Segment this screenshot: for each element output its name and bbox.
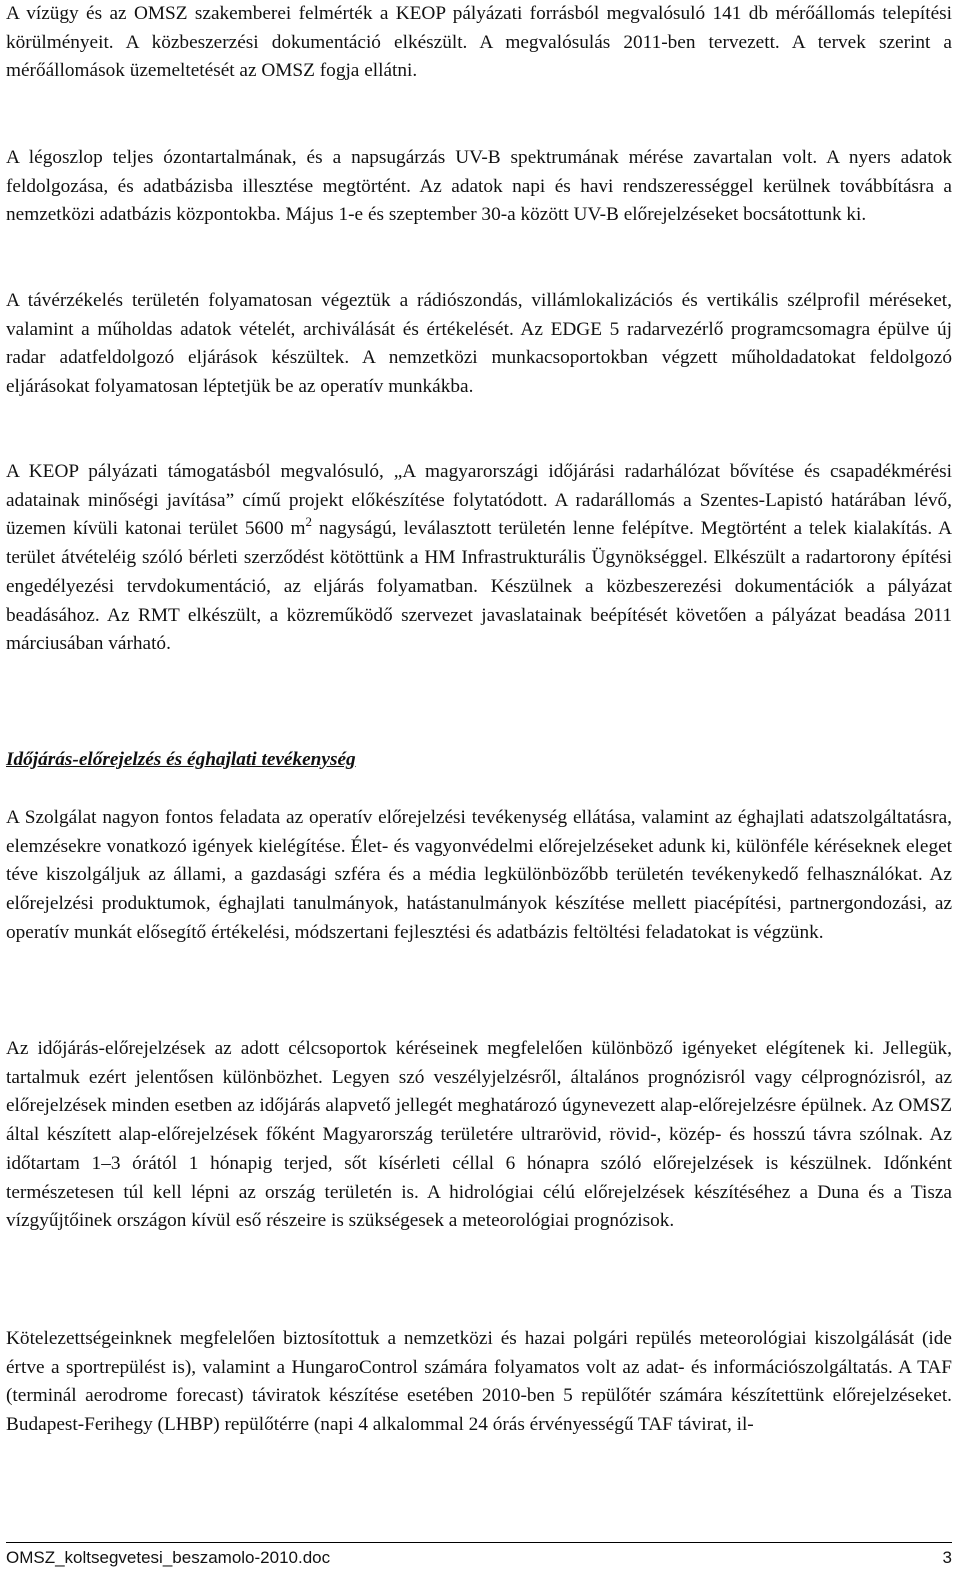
radar-text-part-1: A KEOP pályázati támogatásból megvalósuló, „A magyarországi időjárási radarhálózat bővítése és csapadékmérési adatainak minőségi javítása” című projekt előkészítése folytatódott. A radarállomás a Szentes-Lapistó határában lévő, üzemen kívüli katonai terület 5600 m [6,461,952,540]
paragraph-aviation: Kötelezettségeinknek megfelelően biztosítottuk a nemzetközi és hazai polgári repülés meteorológiai kiszolgálását (ide értve a sportrepülést is), valamint a HungaroControl számára folyamatos volt az adat- és információszolgáltatás. A TAF (terminál aerodrome forecast) táviratok készítése esetében 2010-ben 5 repülőtér számára készítettünk előrejelzéseket. Budapest-Ferihegy (LHBP) repülőtérre (napi 4 alkalommal 24 órás érvényességű TAF távirat, il- [6,1328,952,1436]
paragraph-measurement-stations: A vízügy és az OMSZ szakemberei felmérték a KEOP pályázati forrásból megvalósuló 141 db mérőállomás telepítési körülményeit. A közbeszerzési dokumentáció elkészült. A megvalósulás 2011-ben tervezett. A tervek szerint a mérőállomások üzemeltetését az OMSZ fogja ellátni. [6,3,952,82]
footer-page-number: 3 [942,1548,952,1567]
section-heading-forecast: Időjárás-előrejelzés és éghajlati tevékenység [6,749,356,770]
paragraph-remote-sensing: A távérzékelés területén folyamatosan végeztük a rádiószondás, villámlokalizációs és vertikális szélprofil méréseket, valamint a műholdas adatok vételét, archiválását és értékelését. Az EDGE 5 radarvezérlő programcsomagra épülve új radar adatfeldolgozó eljárások készültek. A nemzetközi munkacsoportokban végzett műholdadatokat feldolgozó eljárásokat folyamatosan léptetjük be az operatív munkákba. [6,290,952,398]
footer-document-name: OMSZ_koltsegvetesi_beszamolo-2010.doc [6,1548,331,1567]
footer-divider [6,1542,952,1543]
radar-text-part-2: nagyságú, leválasztott területén lenne felépítve. Megtörtént a telek kialakítás. A terület átvételéig szóló bérleti szerződést kötöttünk a HM Infrastrukturális Ügynökséggel. Elkészült a radartorony építési engedélyezési tervdokumentáció, az eljárás folyamatban. Készülnek a közbeszerezési dokumentációk a pályázat beadásához. Az RMT elkészült, a közreműködő szervezet javaslatainak beépítését követően a pályázat beadása 2011 márciusában várható. [6,518,953,655]
paragraph-forecast-types: Az időjárás-előrejelzések az adott célcsoportok kéréseinek megfelelően különböző igényeket elégítenek ki. Jellegük, tartalmuk ezért jelentősen különbözhet. Legyen szó veszélyjelzésről, általános prognózisról vagy célprognózisról, az előrejelzések minden esetben az időjárás alapvető jellegét meghatározó úgynevezett alap-előrejelzésre épülnek. Az OMSZ által készített alap-előrejelzések főként Magyarország területére ultrarövid, rövid-, közép- és hosszú távra szólnak. Az időtartam 1–3 órától 1 hónapig terjed, sőt kísérleti céllal 6 hónapra szóló előrejelzések is készülnek. Időnként természetesen túl kell lépni az ország területén is. A hidrológiai célú előrejelzések készítéséhez a Duna és a Tisza vízgyűjtőinek országon kívül eső részeire is szükségesek a meteorológiai prognózisok. [6,1038,952,1232]
paragraph-ozone-uvb: A légoszlop teljes ózontartalmának, és a napsugárzás UV-B spektrumának mérése zavartalan volt. A nyers adatok feldolgozása, és adatbázisba illesztése megtörtént. Az adatok napi és havi rendszerességgel kerülnek továbbításra a nemzetközi adatbázis központokba. Május 1-e és szeptember 30-a között UV-B előrejelzéseket bocsátottunk ki. [6,147,952,226]
paragraph-radar-project [6,458,952,659]
paragraph-operational-forecast: A Szolgálat nagyon fontos feladata az operatív előrejelzési tevékenység ellátása, valamint az éghajlati adatszolgáltatásra, elemzésekre vonatkozó igények kielégítése. Élet- és vagyonvédelmi előrejelzéseket adunk ki, különféle kéréseknek eleget téve kiszolgáljuk az állami, a gazdasági szféra és a média legkülönbözőbb területén tevékenykedő felhasználókat. Az előrejelzési produktumok, éghajlati tanulmányok, hatástanulmányok készítése mellett piacépítési, partnergondozási, az operatív munkát elősegítő értékelési, módszertani fejlesztési és adatbázis feltöltési feladatokat is végzünk. [6,807,952,943]
square-meter-superscript: 2 [305,514,312,530]
